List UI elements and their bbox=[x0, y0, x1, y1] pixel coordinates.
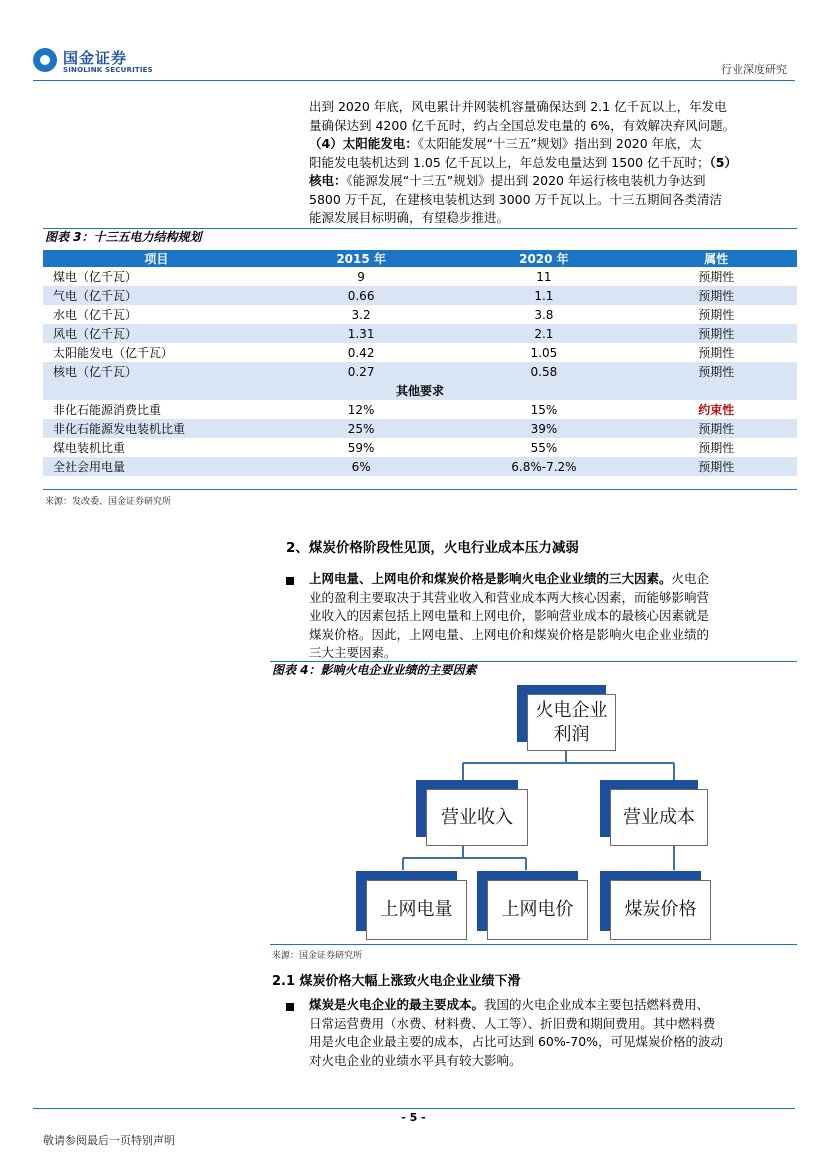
logo-icon bbox=[33, 48, 57, 72]
text-span: 火电企 bbox=[671, 571, 710, 586]
cell: 预期性 bbox=[635, 362, 797, 381]
cell: 6% bbox=[270, 457, 453, 476]
cell: 2.1 bbox=[452, 324, 635, 343]
cell: 0.58 bbox=[452, 362, 635, 381]
cell: 全社会用电量 bbox=[43, 457, 270, 476]
text-line bbox=[309, 154, 796, 173]
power-structure-table bbox=[43, 250, 797, 476]
cell: 0.27 bbox=[270, 362, 453, 381]
text-span: 《能源发展“十三五”规划》提出到 2020 年运行核电装机力争达到 bbox=[346, 173, 706, 188]
cell: 1.1 bbox=[452, 286, 635, 305]
figure3-title: 图表 3：十三五电力结构规划 bbox=[45, 230, 202, 244]
figure4-source: 来源：国金证券研究所 bbox=[272, 951, 363, 961]
section21-heading: 2.1 煤炭价格大幅上涨致火电企业业绩下滑 bbox=[272, 974, 521, 989]
text-line bbox=[309, 996, 796, 1015]
table-row bbox=[43, 419, 797, 438]
node-operating-cost: 营业成本 bbox=[610, 789, 708, 846]
cell: 预期性 bbox=[698, 441, 735, 455]
node-label bbox=[536, 699, 608, 747]
cell: 0.66 bbox=[270, 286, 453, 305]
cell: 1.31 bbox=[270, 324, 453, 343]
table-row bbox=[43, 457, 797, 476]
table-row bbox=[43, 343, 797, 362]
cell: 3.2 bbox=[351, 307, 371, 322]
text-line: 5800 万千瓦，在建核电装机达到 3000 万千瓦以上。十三五期间各类清洁 bbox=[309, 191, 723, 207]
cell: 6.8%-7.2% bbox=[452, 457, 635, 476]
cell: 预期性 bbox=[698, 270, 735, 284]
bold-label: （4）太阳能发电： bbox=[309, 136, 418, 151]
cell: 水电（亿千瓦） bbox=[53, 308, 138, 322]
cell: 15% bbox=[530, 402, 558, 417]
section2-heading: 2、煤炭价格阶段性见顶，火电行业成本压力减弱 bbox=[286, 540, 579, 556]
figure3-source: 来源：发改委、国金证券研究所 bbox=[45, 497, 172, 507]
text-span: 《太阳能发展“十三五”规划》指出到 2020 年底，太 bbox=[417, 136, 702, 151]
node-label-line: 利润 bbox=[553, 723, 590, 745]
cell: 气电（亿千瓦） bbox=[43, 286, 270, 305]
cell: 预期性 bbox=[635, 419, 797, 438]
logo-text-en: SINOLINK SECURITIES bbox=[63, 66, 153, 74]
cell: 太阳能发电（亿千瓦） bbox=[53, 346, 174, 360]
cell: 非化石能源消费比重 bbox=[53, 403, 162, 417]
cell: 煤电（亿千瓦） bbox=[53, 270, 138, 284]
table-row bbox=[43, 324, 797, 343]
cell: 59% bbox=[347, 440, 375, 455]
cell: 3.8 bbox=[534, 307, 554, 322]
cell: 0.42 bbox=[347, 345, 375, 360]
text-line: 业收入的因素包括上网电量和上网电价，影响营业成本的最核心因素就是 bbox=[309, 608, 710, 623]
table-row bbox=[43, 438, 797, 457]
cell: 55% bbox=[530, 440, 558, 455]
section2-paragraph bbox=[309, 570, 796, 663]
page-number: - 5 - bbox=[401, 1111, 426, 1124]
cell: 预期性 bbox=[635, 286, 797, 305]
figure4-bottom-rule bbox=[270, 944, 797, 945]
text-line: 日常运营费用（水费、材料费、人工等）、折旧费和期间费用。其中燃料费 bbox=[309, 1015, 716, 1031]
cell: 25% bbox=[270, 419, 453, 438]
node-label-line: 火电企业 bbox=[535, 699, 608, 721]
figure3-bottom-rule bbox=[43, 489, 797, 490]
text-span: 我国的火电企业成本主要包括燃料费用、 bbox=[484, 997, 710, 1012]
table-row bbox=[43, 305, 797, 324]
cell: 核电（亿千瓦） bbox=[43, 362, 270, 381]
text-line: 煤炭价格。因此，上网电量、上网电价和煤炭价格是影响火电企业业绩的 bbox=[309, 626, 710, 642]
text-line: 能源发展目标明确，有望稳步推进。 bbox=[309, 210, 510, 225]
table-row bbox=[43, 362, 797, 381]
cell: 非化石能源发电装机比重 bbox=[43, 419, 270, 438]
col-header-2020: 2020 年 bbox=[452, 250, 635, 267]
cell: 煤电装机比重 bbox=[53, 441, 126, 455]
section21-paragraph bbox=[309, 996, 796, 1070]
table-row bbox=[43, 267, 797, 286]
text-line: 对火电企业的业绩水平具有较大影响。 bbox=[309, 1052, 522, 1068]
bullet-square-icon bbox=[286, 1003, 294, 1011]
footer-divider bbox=[33, 1108, 795, 1109]
cell: 预期性 bbox=[698, 308, 735, 322]
table-row bbox=[43, 286, 797, 305]
bold-label: 核电： bbox=[309, 173, 347, 188]
cell: 预期性 bbox=[698, 346, 735, 360]
disclaimer-note: 敬请参阅最后一页特别声明 bbox=[43, 1134, 175, 1147]
cell: 1.05 bbox=[530, 345, 558, 360]
intro-paragraph bbox=[309, 98, 796, 228]
bullet-square-icon bbox=[286, 577, 294, 585]
table-section-row bbox=[43, 381, 797, 400]
node-grid-volume: 上网电量 bbox=[366, 880, 467, 940]
section-label-cell: 其他要求 bbox=[43, 381, 797, 400]
text-line bbox=[309, 135, 796, 154]
logo-text-cn: 国金证券 bbox=[63, 49, 128, 67]
node-coal-price: 煤炭价格 bbox=[610, 880, 711, 940]
node-thermal-profit bbox=[527, 694, 616, 751]
text-line: 用是火电企业最主要的成本，占比可达到 60%-70%，可见煤炭价格的波动 bbox=[309, 1034, 724, 1049]
node-grid-price: 上网电价 bbox=[487, 880, 588, 940]
text-line: 出到 2020 年底，风电累计并网装机容量确保达到 2.1 亿千瓦以上，年发电 bbox=[309, 99, 727, 114]
cell: 39% bbox=[452, 419, 635, 438]
report-type: 行业深度研究 bbox=[721, 63, 787, 76]
text-line: 量确保达到 4200 亿千瓦时，约占全国总发电量的 6%，有效解决弃风问题。 bbox=[309, 117, 736, 133]
text-span: 阳能发电装机达到 1.05 亿千瓦以上，年总发电量达到 1500 亿千瓦时； bbox=[309, 154, 710, 170]
constraint-cell: 约束性 bbox=[698, 403, 735, 417]
figure4-title: 图表 4：影响火电企业业绩的主要因素 bbox=[272, 663, 477, 677]
cell: 预期性 bbox=[635, 324, 797, 343]
cell: 风电（亿千瓦） bbox=[43, 324, 270, 343]
table-header-row bbox=[43, 250, 797, 267]
col-header-attribute: 属性 bbox=[635, 250, 797, 267]
cell: 预期性 bbox=[635, 457, 797, 476]
col-header-2015: 2015 年 bbox=[270, 250, 453, 267]
bold-label: （5） bbox=[709, 154, 737, 170]
header-divider bbox=[33, 80, 795, 81]
cell: 11 bbox=[536, 269, 552, 284]
bold-label: 上网电量、上网电价和煤炭价格是影响火电企业业绩的三大因素。 bbox=[309, 571, 672, 586]
text-line bbox=[309, 570, 796, 589]
text-line: 业的盈利主要取决于其营业收入和营业成本两大核心因素，而能够影响营 bbox=[309, 589, 710, 605]
node-operating-revenue: 营业收入 bbox=[426, 789, 528, 846]
cell: 9 bbox=[357, 269, 365, 284]
bold-label: 煤炭是火电企业的最主要成本。 bbox=[309, 997, 485, 1012]
cell: 12% bbox=[347, 402, 375, 417]
text-line: 三大主要因素。 bbox=[309, 645, 397, 660]
table-row bbox=[43, 400, 797, 419]
col-header-item: 项目 bbox=[43, 250, 270, 267]
text-line bbox=[309, 172, 796, 191]
